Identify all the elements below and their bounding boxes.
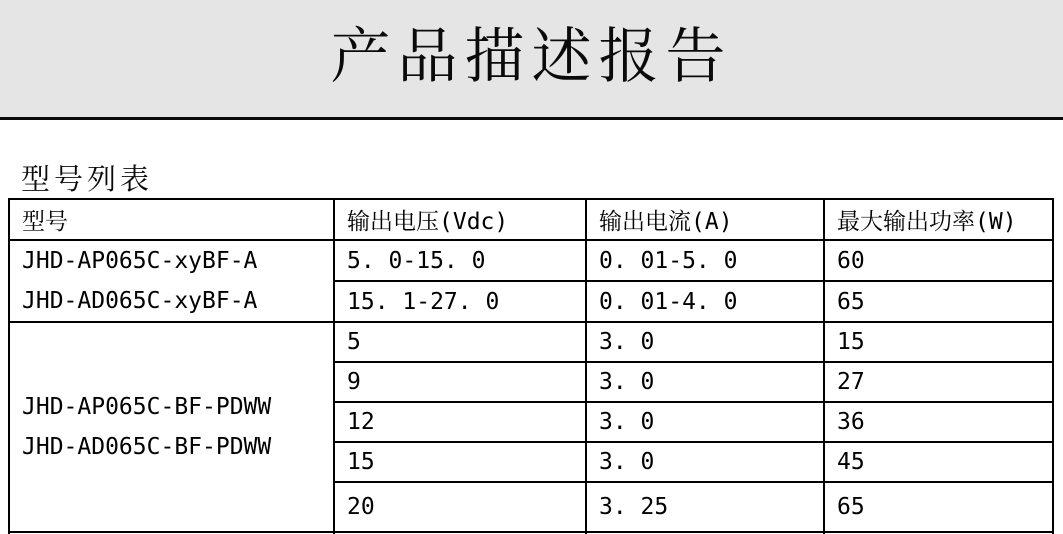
power-cell: 60 bbox=[824, 240, 1053, 281]
model-name-cell bbox=[9, 240, 334, 322]
section-heading-model-list: 型号列表 bbox=[21, 162, 154, 196]
table-row bbox=[9, 322, 1053, 362]
model-name-line: JHD-AD065C-BF-PDWW bbox=[22, 434, 272, 460]
table-header-row bbox=[9, 199, 1053, 240]
current-cell: 3. 0 bbox=[586, 322, 824, 362]
column-header-power: 最大输出功率(W) bbox=[824, 199, 1053, 240]
voltage-cell: 5. 0-15. 0 bbox=[334, 240, 586, 281]
power-cell: 36 bbox=[824, 402, 1053, 442]
title-band bbox=[0, 0, 1063, 120]
model-name-line: JHD-AP065C-BF-PDWW bbox=[22, 394, 272, 420]
power-cell: 65 bbox=[824, 482, 1053, 532]
voltage-cell: 20 bbox=[334, 482, 586, 532]
current-cell: 3. 0 bbox=[586, 402, 824, 442]
current-cell: 3. 0 bbox=[586, 362, 824, 402]
model-spec-table bbox=[8, 198, 1054, 534]
model-name-line: JHD-AD065C-xyBF-A bbox=[22, 288, 258, 314]
voltage-cell: 15 bbox=[334, 442, 586, 482]
power-cell: 27 bbox=[824, 362, 1053, 402]
power-cell: 45 bbox=[824, 442, 1053, 482]
current-cell: 3. 25 bbox=[586, 482, 824, 532]
model-name-cell bbox=[9, 322, 334, 532]
voltage-cell: 9 bbox=[334, 362, 586, 402]
current-cell: 0. 01-4. 0 bbox=[586, 281, 824, 322]
current-cell: 0. 01-5. 0 bbox=[586, 240, 824, 281]
column-header-voltage: 输出电压(Vdc) bbox=[334, 199, 586, 240]
power-cell: 65 bbox=[824, 281, 1053, 322]
column-header-model: 型号 bbox=[9, 199, 334, 240]
current-cell: 3. 0 bbox=[586, 442, 824, 482]
voltage-cell: 5 bbox=[334, 322, 586, 362]
table-row bbox=[9, 240, 1053, 281]
voltage-cell: 15. 1-27. 0 bbox=[334, 281, 586, 322]
power-cell: 15 bbox=[824, 322, 1053, 362]
column-header-current: 输出电流(A) bbox=[586, 199, 824, 240]
model-name-line: JHD-AP065C-xyBF-A bbox=[22, 248, 258, 274]
page-title: 产品描述报告 bbox=[330, 22, 733, 92]
voltage-cell: 12 bbox=[334, 402, 586, 442]
